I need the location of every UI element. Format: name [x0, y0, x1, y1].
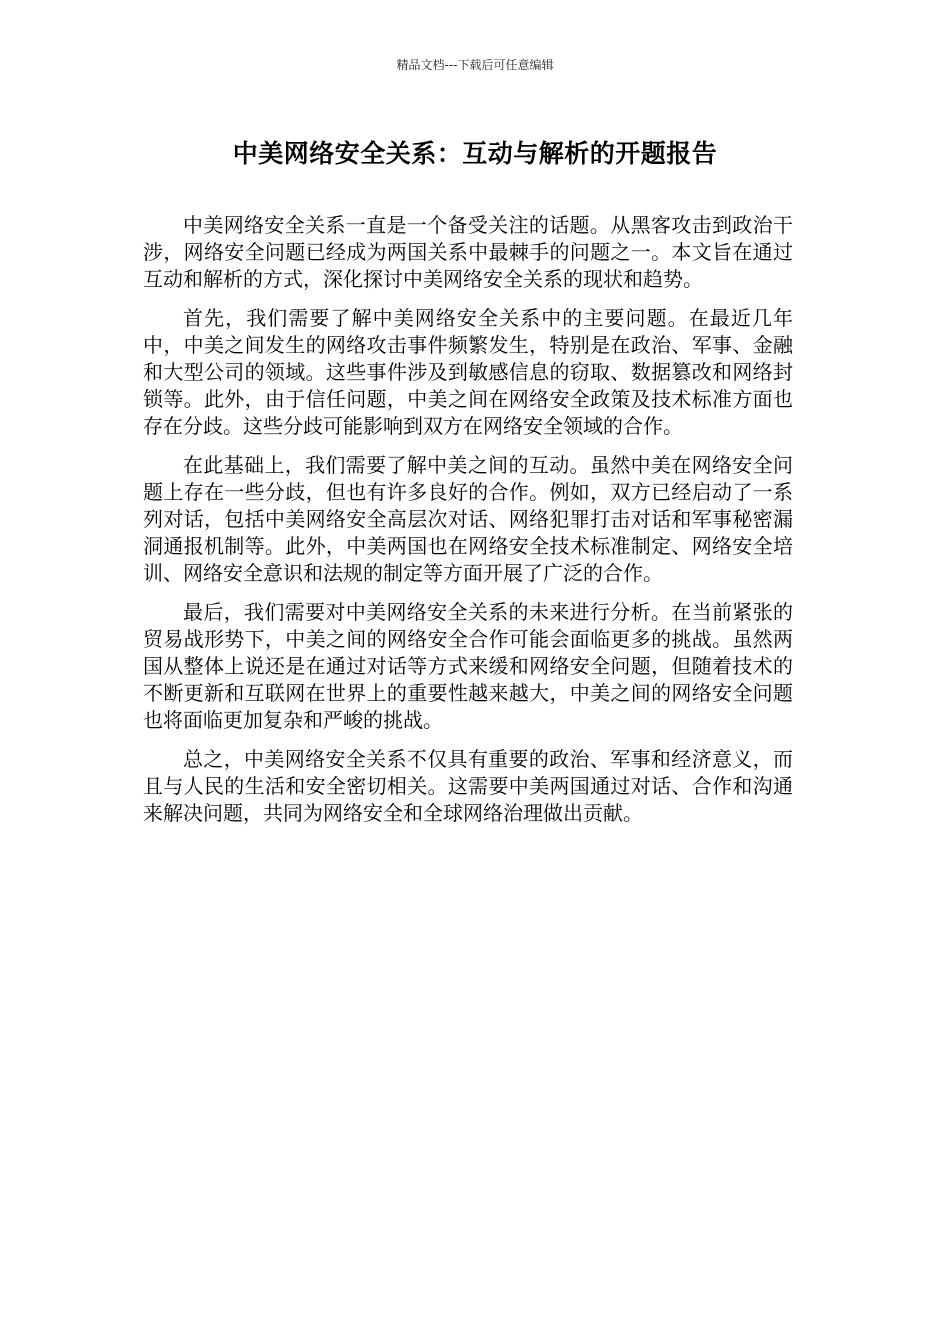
paragraph-future-analysis: 最后，我们需要对中美网络安全关系的未来进行分析。在当前紧张的贸易战形势下，中美之间的网络安全合作可能会面临更多的挑战。虽然两国从整体上说还是在通过对话等方式来缓和网络安全问题，但随着技术的不断更新和互联网在世界上的重要性越来越大，中美之间的网络安全问题也将面临更加复杂和严峻的挑战。 [143, 599, 793, 733]
page-header: 精品文档---下载后可任意编辑 [396, 58, 554, 72]
paragraph-main-issues: 首先，我们需要了解中美网络安全关系中的主要问题。在最近几年中，中美之间发生的网络攻击事件频繁发生，特别是在政治、军事、金融和大型公司的领域。这些事件涉及到敏感信息的窃取、数据篡改和网络封锁等。此外，由于信任问题，中美之间在网络安全政策及技术标准方面也存在分歧。这些分歧可能影响到双方在网络安全领域的合作。 [143, 305, 793, 439]
document-body [143, 212, 793, 838]
paragraph-conclusion: 总之，中美网络安全关系不仅具有重要的政治、军事和经济意义，而且与人民的生活和安全密切相关。这需要中美两国通过对话、合作和沟通来解决问题，共同为网络安全和全球网络治理做出贡献。 [143, 746, 793, 826]
document-title: 中美网络安全关系：互动与解析的开题报告 [232, 139, 718, 168]
paragraph-intro: 中美网络安全关系一直是一个备受关注的话题。从黑客攻击到政治干涉，网络安全问题已经成为两国关系中最棘手的问题之一。本文旨在通过互动和解析的方式，深化探讨中美网络安全关系的现状和趋势。 [143, 213, 793, 292]
paragraph-interaction: 在此基础上，我们需要了解中美之间的互动。虽然中美在网络安全问题上存在一些分歧，但也有许多良好的合作。例如，双方已经启动了一系列对话，包括中美网络安全高层次对话、网络犯罪打击对话和军事秘密漏洞通报机制等。此外，中美两国也在网络安全技术标准制定、网络安全培训、网络安全意识和法规的制定等方面开展了广泛的合作。 [143, 452, 793, 586]
